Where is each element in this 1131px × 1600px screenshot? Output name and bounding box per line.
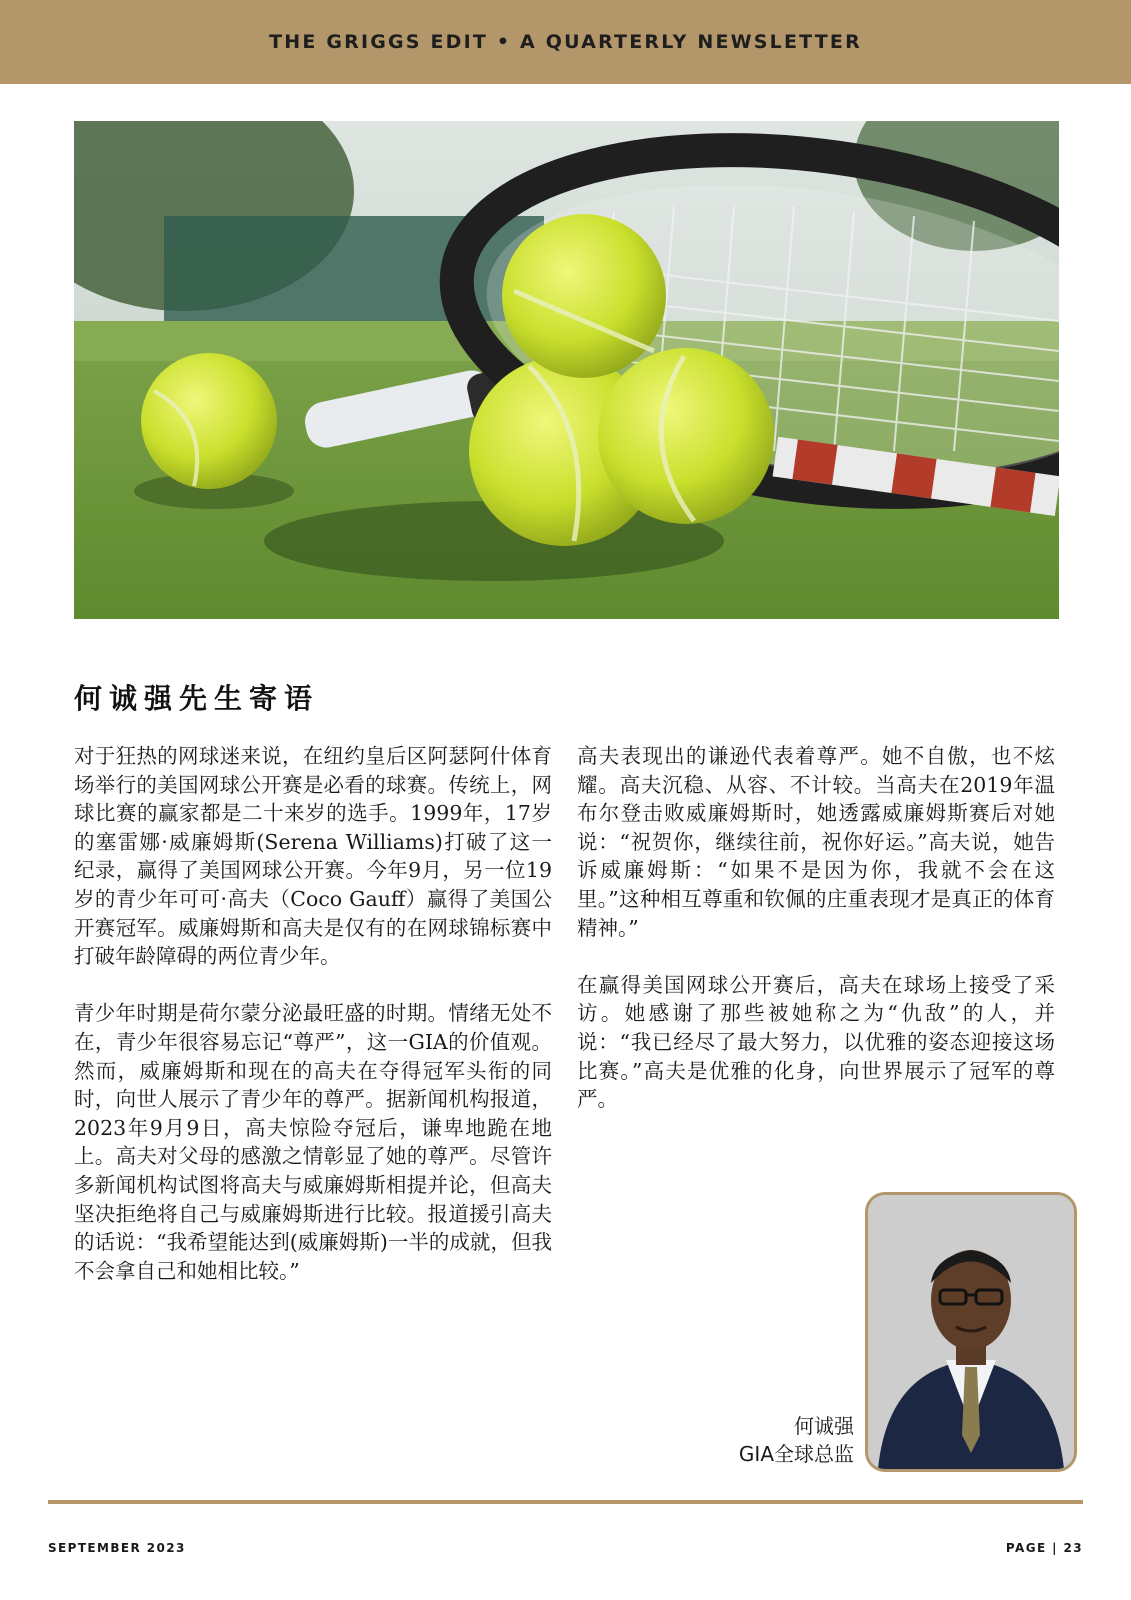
portrait-photo: [868, 1195, 1074, 1469]
paragraph: 青少年时期是荷尔蒙分泌最旺盛的时期。情绪无处不在，青少年很容易忘记“尊严”，这一GIA的价值观。然而，威廉姆斯和现在的高夫在夺得冠军头衔的同时，向世人展示了青少年的尊严。据新闻机构报道，2023年9月9日，高夫惊险夺冠后，谦卑地跪在地上。高夫对父母的感激之情彰显了她的尊严。尽管许多新闻机构试图将高夫与威廉姆斯相提并论，但高夫坚决拒绝将自己与威廉姆斯进行比较。报道援引高夫的话说：“我希望能达到(威廉姆斯)一半的成就，但我不会拿自己和她相比较。”: [74, 1001, 552, 1283]
footer-divider: [48, 1500, 1083, 1504]
author-title: GIA全球总监: [738, 1442, 854, 1466]
hero-image: [74, 121, 1059, 619]
paragraph: 在赢得美国网球公开赛后，高夫在球场上接受了采访。她感谢了那些被她称之为“仇敌”的人，并说：“我已经尽了最大努力，以优雅的姿态迎接这场比赛。”高夫是优雅的化身，向世界展示了冠军的尊严。: [577, 972, 1055, 1112]
footer-page-number: PAGE | 23: [1005, 1541, 1083, 1555]
author-portrait: [865, 1192, 1077, 1472]
author-signature: [739, 1412, 854, 1468]
article-right-column: [577, 742, 1055, 1142]
author-name: 何诚强: [794, 1414, 854, 1438]
footer-date: SEPTEMBER 2023: [48, 1541, 186, 1555]
paragraph: 高夫表现出的谦逊代表着尊严。她不自傲，也不炫耀。高夫沉稳、从容、不计较。当高夫在2019年温布尔登击败威廉姆斯时，她透露威廉姆斯赛后对她说：“祝贺你，继续往前，祝你好运。”高夫说，她告诉威廉姆斯：“如果不是因为你，我就不会在这里。”这种相互尊重和钦佩的庄重表现才是真正的体育精神。”: [577, 744, 1055, 940]
paragraph: 对于狂热的网球迷来说，在纽约皇后区阿瑟阿什体育场举行的美国网球公开赛是必看的球赛。传统上，网球比赛的赢家都是二十来岁的选手。1999年，17岁的塞雷娜·威廉姆斯(Serena Williams)打破了这一纪录，赢得了美国网球公开赛。今年9月，另一位19岁的青少年可可·高夫（Coco Gauff）赢得了美国公开赛冠军。威廉姆斯和高夫是仅有的在网球锦标赛中打破年龄障碍的两位青少年。: [74, 744, 552, 969]
newsletter-title: THE GRIGGS EDIT • A QUARTERLY NEWSLETTER: [269, 31, 862, 53]
newsletter-header-bar: [0, 0, 1131, 84]
article-left-column: [74, 742, 552, 1314]
article-heading: 何诚强先生寄语: [74, 682, 320, 715]
tennis-photo: [74, 121, 1059, 619]
